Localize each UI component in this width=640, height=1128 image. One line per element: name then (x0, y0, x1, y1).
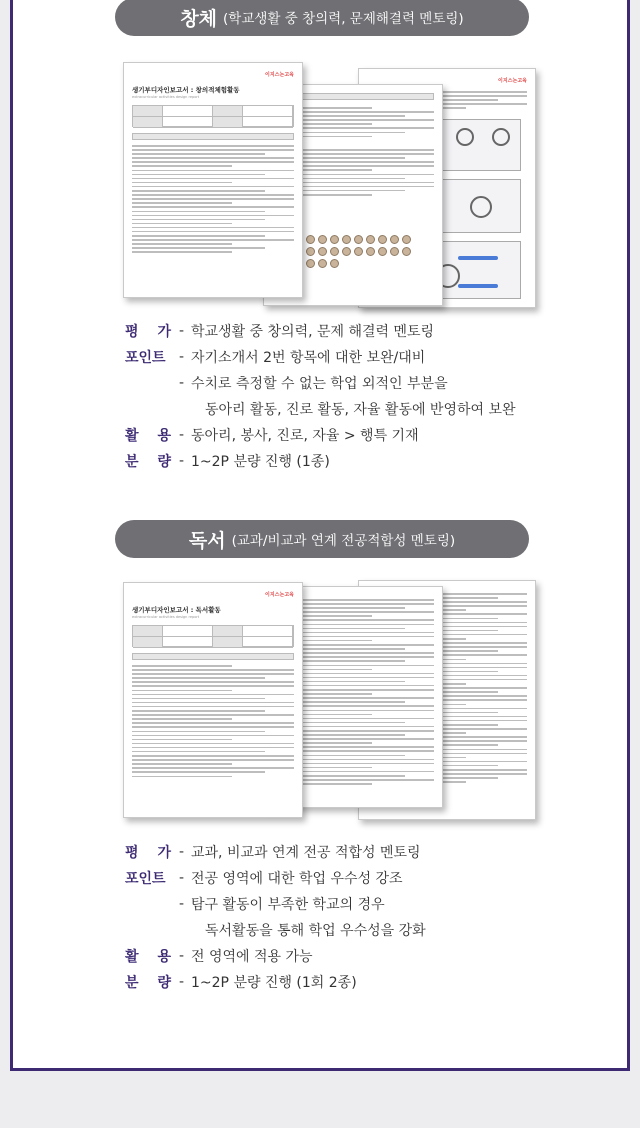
info-list-reading: 평 가 - 교과, 비교과 연계 전공 적합성 멘토링 포인트 - 전공 영역에 대한 학업 우수성 강조 - 탐구 활동이 부족한 학교의 경우 독서활동을 통해 학업 우수성을 강화 활 용 - 전 영역에 적용 가능 분 량 - 1~2P 분량 진행 (1회 2종) (125, 839, 545, 995)
brand-logo-text: 이지스논고육 (265, 72, 294, 78)
report-preview-changche (113, 62, 553, 312)
report-preview-reading (113, 580, 553, 830)
use-value: 전 영역에 적용 가능 (191, 949, 313, 965)
amount-value: 1~2P 분량 진행 (1회 2종) (191, 975, 357, 991)
point-value-3: 동아리 활동, 진로 활동, 자율 활동에 반영하여 보완 (205, 402, 516, 418)
content-frame (10, 0, 630, 1071)
report-page-1 (123, 62, 303, 298)
use-label: 활 용 (125, 949, 171, 965)
report-info-table (132, 625, 294, 647)
eval-label: 평 가 (125, 324, 171, 340)
use-label: 활 용 (125, 428, 171, 444)
point-label: 포인트 (125, 871, 166, 887)
report-title: 생기부디자인보고서 : 창의적체험활동 (132, 86, 240, 94)
point-value-2: 탐구 활동이 부족한 학교의 경우 (191, 897, 385, 913)
point-value-2: 수치로 측정할 수 없는 학업 외적인 부분을 (191, 376, 448, 392)
diagram-beads (294, 235, 414, 268)
point-label: 포인트 (125, 350, 166, 366)
use-value: 동아리, 봉사, 진로, 자율 > 행특 기재 (191, 428, 419, 444)
eval-value: 학교생활 중 창의력, 문제 해결력 멘토링 (191, 324, 435, 340)
report-subtitle: extracurricular activities design report (132, 615, 200, 619)
amount-label: 분 량 (125, 975, 171, 991)
report-info-table (132, 105, 294, 127)
eval-label: 평 가 (125, 845, 171, 861)
section-pill-reading (115, 520, 529, 558)
pill-sub-label: (교과/비교과 연계 전공적합성 멘토링) (231, 533, 456, 549)
report-subtitle: extracurricular activities design report (132, 95, 200, 99)
info-list-changche: 평 가 - 학교생활 중 창의력, 문제 해결력 멘토링 포인트 - 자기소개서 2번 항목에 대한 보완/대비 - 수치로 측정할 수 없는 학업 외적인 부분을 동아리 활동, 진로 활동, 자율 활동에 반영하여 보완 활 용 - 동아리, 봉사, 진로, 자율 > 행특 기재 분 량 - 1~2P 분량 진행 (1종) (125, 318, 545, 474)
point-value-3: 독서활동을 통해 학업 우수성을 강화 (205, 923, 426, 939)
report-title: 생기부디자인보고서 : 독서활동 (132, 606, 221, 614)
eval-value: 교과, 비교과 연계 전공 적합성 멘토링 (191, 845, 421, 861)
report-page-1 (123, 582, 303, 818)
point-value-1: 전공 영역에 대한 학업 우수성 강조 (191, 871, 403, 887)
pill-sub-label: (학교생활 중 창의력, 문제해결력 멘토링) (223, 11, 464, 27)
section-pill-changche (115, 0, 529, 36)
amount-label: 분 량 (125, 454, 171, 470)
point-value-1: 자기소개서 2번 항목에 대한 보완/대비 (191, 350, 426, 366)
brand-logo-text: 이지스논고육 (265, 592, 294, 598)
pill-main-label: 독서 (188, 529, 226, 552)
brand-logo-text: 이지스논고육 (498, 78, 527, 84)
pill-main-label: 창체 (180, 7, 218, 30)
amount-value: 1~2P 분량 진행 (1종) (191, 454, 330, 470)
